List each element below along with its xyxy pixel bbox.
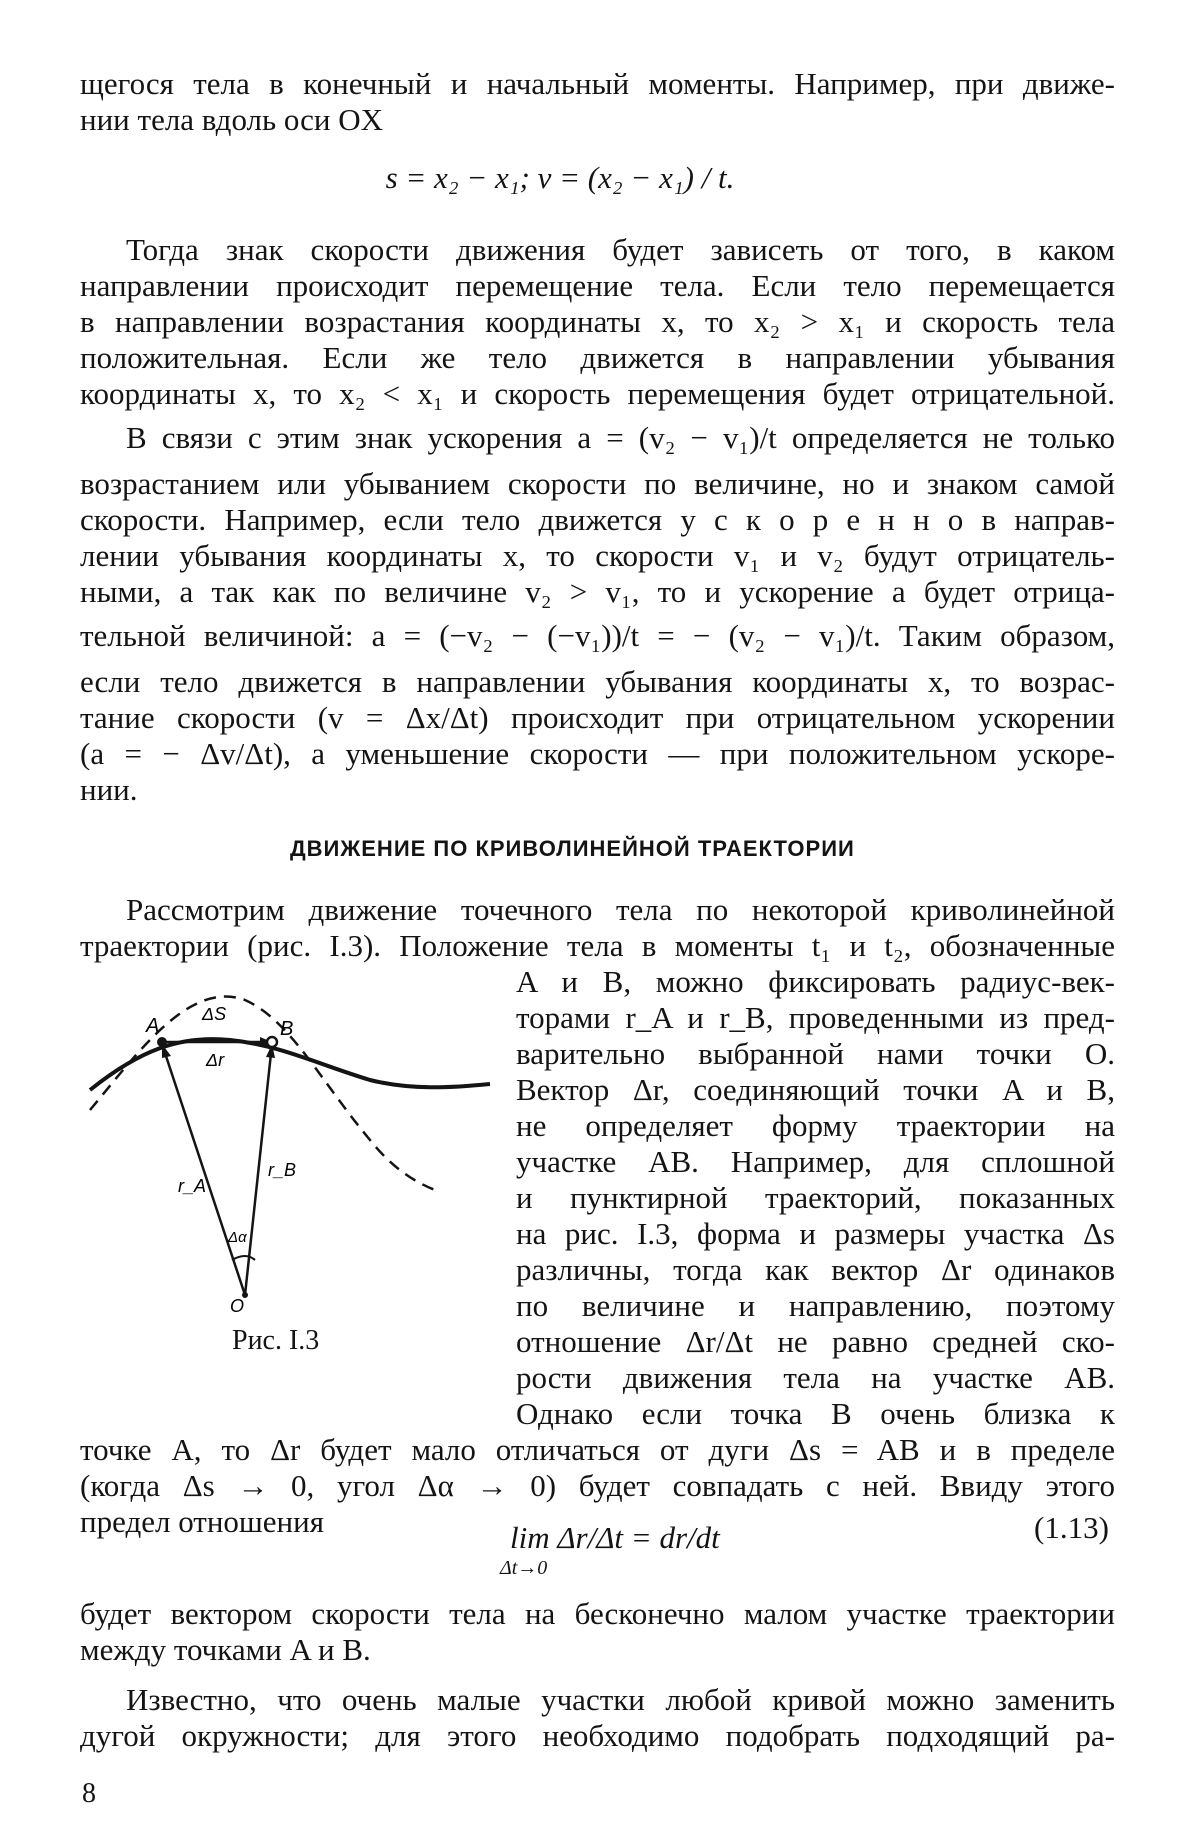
- text-line: положительная. Если же тело движется в направлении убывания: [80, 340, 1115, 375]
- trajectory-figure: [80, 990, 500, 1320]
- text-line: Тогда знак скорости движения будет зависеть от того, в каком: [126, 232, 1115, 267]
- text-line: дугой окружности; для этого необходимо подобрать подходящий ра-: [80, 1718, 1115, 1753]
- text-line: A и B, можно фиксировать радиус-век-: [516, 964, 1115, 999]
- text-line: в направлении возрастания координаты x, то x₂ > x₁ и скорость тела: [80, 304, 1115, 339]
- text-line: скорости. Например, если тело движется у с к о р е н н о в направ-: [80, 502, 1115, 537]
- text-line: Известно, что очень малые участки любой кривой можно заменить: [126, 1682, 1115, 1717]
- dashed-trajectory: [90, 997, 435, 1190]
- label-delta-alpha: Δα: [228, 1229, 247, 1246]
- text-line: по величине и направлению, поэтому: [516, 1288, 1115, 1323]
- label-r-b: r_B: [268, 1160, 297, 1180]
- text-line: тание скорости (v = Δx/Δt) происходит при отрицательном ускорении: [80, 700, 1115, 735]
- solid-trajectory: [90, 1039, 490, 1090]
- label-a: A: [146, 1015, 160, 1037]
- radius-vector-a: [162, 1044, 245, 1295]
- point-b-marker: [267, 1037, 277, 1047]
- text-line: точке A, то Δr будет мало отличаться от дуги Δs = AB и в пределе: [80, 1432, 1115, 1467]
- text-line: тельной величиной: a = (−v₂ − (−v₁))/t = − (v₂ − v₁)/t. Таким образом,: [80, 618, 1115, 653]
- label-delta-r: Δr: [206, 1050, 225, 1070]
- label-b: B: [280, 1018, 294, 1040]
- text-line: координаты x, то x₂ < x₁ и скорость перемещения будет отрицательной.: [80, 376, 1115, 411]
- text-line: и пунктирной траекторий, показанных: [516, 1180, 1115, 1215]
- text-line: предел отношения: [80, 1504, 324, 1539]
- text-line: торами r_A и r_B, проведенными из пред-: [516, 1000, 1115, 1035]
- formula-displacement-velocity: s = x₂ − x₁; v = (x₂ − x₁) / t.: [385, 160, 735, 195]
- text-line: между точками A и B.: [80, 1632, 371, 1667]
- text-line: направлении происходит перемещение тела. Если тело перемещается: [80, 268, 1115, 303]
- text-line: Однако если точка B очень близка к: [516, 1396, 1115, 1431]
- text-line: различны, тогда как вектор Δr одинаков: [516, 1252, 1115, 1287]
- text-line: Рассмотрим движение точечного тела по некоторой криволинейной: [126, 892, 1115, 927]
- text-line: нии.: [80, 772, 138, 807]
- label-r-a: r_A: [178, 1176, 207, 1196]
- label-delta-s: ΔS: [202, 1004, 227, 1024]
- text-line: если тело движется в направлении убывания координаты x, то возрас-: [80, 664, 1115, 699]
- label-o: O: [230, 1296, 245, 1316]
- formula-limit: lim Δr/Δt = dr/dt: [510, 1520, 720, 1555]
- text-line: траектории (рис. I.3). Положение тела в моменты t₁ и t₂, обозначенные: [80, 928, 1115, 963]
- section-heading: ДВИЖЕНИЕ ПО КРИВОЛИНЕЙНОЙ ТРАЕКТОРИИ: [290, 836, 855, 861]
- angle-arc: [232, 1256, 255, 1260]
- text-line: возрастанием или убыванием скорости по величине, но и знаком самой: [80, 466, 1115, 501]
- equation-number: (1.13): [1034, 1510, 1109, 1545]
- text-line: на рис. I.3, форма и размеры участка Δs: [516, 1216, 1115, 1251]
- text-line: нии тела вдоль оси OX: [80, 102, 384, 137]
- text-line: ными, а так как по величине v₂ > v₁, то и ускорение a будет отрица-: [80, 574, 1115, 609]
- text-line: Вектор Δr, соединяющий точки A и B,: [516, 1072, 1115, 1107]
- text-line: не определяет форму траектории на: [516, 1108, 1115, 1143]
- text-line: лении убывания координаты x, то скорости v₁ и v₂ будут отрицатель-: [80, 538, 1115, 573]
- formula-limit-subscript: Δt→0: [500, 1557, 548, 1579]
- text-line: варительно выбранной нами точки O.: [516, 1036, 1115, 1071]
- text-line: В связи с этим знак ускорения a = (v₂ − v₁)/t определяется не только: [126, 420, 1115, 455]
- text-line: отношение Δr/Δt не равно средней ско-: [516, 1324, 1115, 1359]
- text-line: (a = − Δv/Δt), а уменьшение скорости — при положительном ускоре-: [80, 736, 1115, 771]
- point-a-marker: [157, 1037, 167, 1047]
- text-line: щегося тела в конечный и начальный моменты. Например, при движе-: [80, 66, 1115, 101]
- page-number: 8: [82, 1778, 96, 1809]
- text-line: рости движения тела на участке AB.: [516, 1360, 1115, 1395]
- text-line: будет вектором скорости тела на бесконечно малом участке траектории: [80, 1596, 1115, 1631]
- text-line: (когда Δs → 0, угол Δα → 0) будет совпадать с ней. Ввиду этого: [80, 1468, 1115, 1503]
- figure-caption: Рис. I.3: [232, 1325, 320, 1356]
- text-line: участке AB. Например, для сплошной: [516, 1144, 1115, 1179]
